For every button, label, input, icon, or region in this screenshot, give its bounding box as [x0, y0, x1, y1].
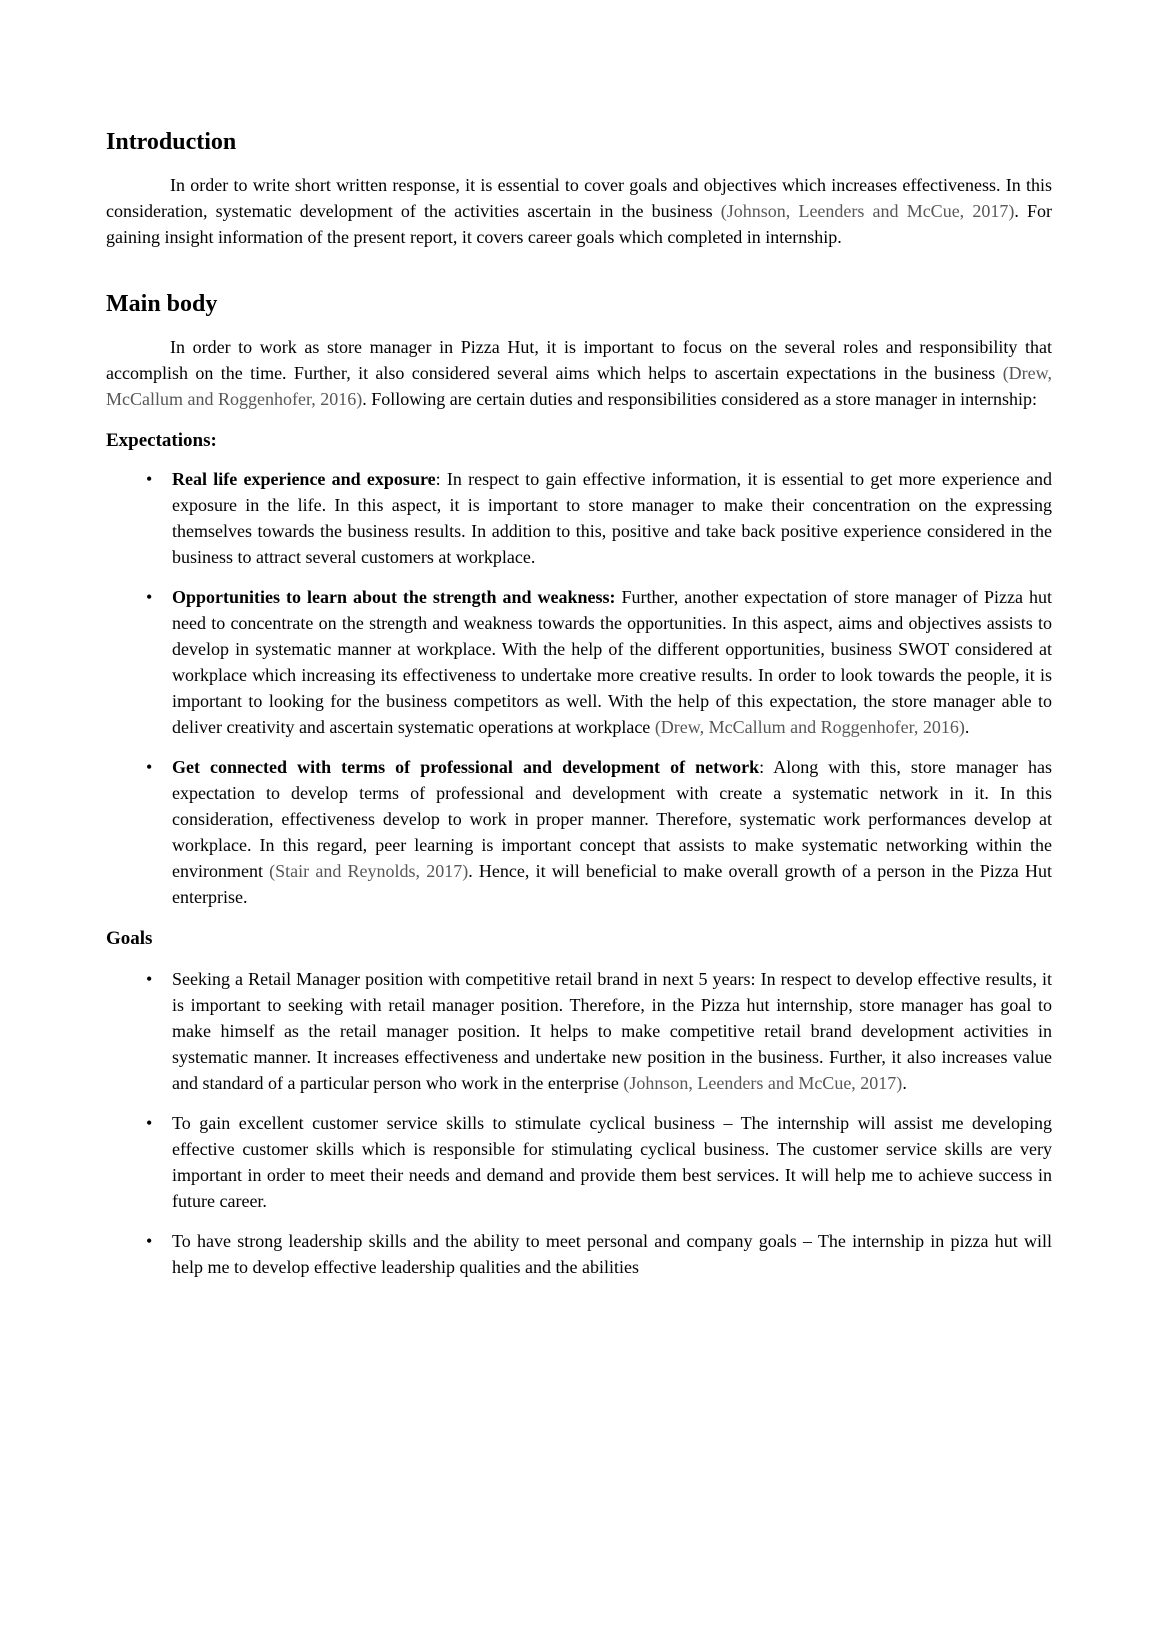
list-item-text	[172, 1110, 1052, 1214]
citation-text: (Johnson, Leenders and McCue, 2017)	[720, 201, 1015, 221]
bullet-icon: •	[146, 469, 153, 489]
list-item-text	[172, 466, 1052, 570]
body-text: . Hence, it will beneficial to make overall growth of a person in the Pizza Hut enterprise.	[172, 861, 1052, 907]
body-text: . Following are certain duties and responsibilities considered as a store manager in internship:	[362, 389, 1038, 409]
heading-goals: Goals	[106, 928, 153, 949]
body-text: .	[964, 717, 970, 737]
introduction-paragraph	[106, 172, 1052, 250]
citation-text: (Johnson, Leenders and McCue, 2017)	[623, 1073, 903, 1093]
bold-lead-text: Get connected with terms of professional and development of network	[172, 757, 760, 777]
citation-text: (Drew, McCallum and Roggenhofer, 2016)	[106, 363, 1052, 409]
expectation-item-3	[106, 754, 1052, 910]
body-text: .	[902, 1073, 907, 1093]
goal-item-1	[106, 966, 1052, 1096]
heading-main-body: Main body	[106, 291, 218, 317]
body-text: In order to write short written response, it is essential to cover goals and objectives which increases effectiveness. In this consideration, systematic development of the activities ascertain in the business	[106, 175, 1052, 221]
list-item-text	[172, 1228, 1052, 1280]
heading-introduction: Introduction	[106, 129, 237, 155]
list-item-text	[172, 754, 1052, 910]
bold-lead-text: Opportunities to learn about the strength and weakness:	[172, 587, 616, 607]
body-text: To gain excellent customer service skills to stimulate cyclical business – The internship will assist me developing effective customer skills which is responsible for stimulating cyclical business. The customer service skills are very important in order to meet their needs and demand and provide them best services. It will help me to achieve success in future career.	[172, 1113, 1052, 1211]
bullet-icon: •	[146, 1113, 153, 1133]
bullet-icon: •	[146, 757, 153, 777]
body-text: : Along with this, store manager has expectation to develop terms of professional and development with create a systematic network in it. In this consideration, effectiveness develop to work in proper manner. Therefore, systematic work performances develop at workplace. In this regard, peer learning is important concept that assists to make systematic networking within the environment	[172, 757, 1052, 881]
bullet-icon: •	[146, 969, 153, 989]
expectation-item-2	[106, 584, 1052, 740]
bullet-icon: •	[146, 587, 153, 607]
body-text: Further, another expectation of store manager of Pizza hut need to concentrate on the strength and weakness towards the opportunities. In this aspect, aims and objectives assists to develop in systematic manner at workplace. With the help of the different opportunities, business SWOT considered at workplace which increasing its effectiveness to undertake more creative results. In order to look towards the people, it is important to looking for the business competitors as well. With the help of this expectation, the store manager able to deliver creativity and ascertain systematic operations at workplace	[172, 587, 1052, 737]
goal-item-2	[106, 1110, 1052, 1214]
citation-text: (Drew, McCallum and Roggenhofer, 2016)	[654, 717, 965, 737]
bold-lead-text: Real life experience and exposure	[172, 469, 436, 489]
bullet-icon: •	[146, 1231, 153, 1251]
goal-item-3	[106, 1228, 1052, 1280]
citation-text: (Stair and Reynolds, 2017)	[269, 861, 469, 881]
list-item-text	[172, 966, 1052, 1096]
body-text: In order to work as store manager in Pizza Hut, it is important to focus on the several roles and responsibility that accomplish on the time. Further, it also considered several aims which helps to ascertain expectations in the business	[106, 337, 1052, 383]
expectation-item-1	[106, 466, 1052, 570]
main-body-paragraph	[106, 334, 1052, 412]
heading-expectations: Expectations:	[106, 430, 217, 451]
list-item-text	[172, 584, 1052, 740]
body-text: . For gaining insight information of the present report, it covers career goals which completed in internship.	[106, 201, 1052, 247]
body-text: : In respect to gain effective information, it is essential to get more experience and exposure in the life. In this aspect, it is important to store manager to make their concentration on the expressing themselves towards the business results. In addition to this, positive and take back positive experience considered in the business to attract several customers at workplace.	[172, 469, 1053, 567]
body-text: To have strong leadership skills and the ability to meet personal and company goals – The internship in pizza hut will help me to develop effective leadership qualities and the abilities	[172, 1231, 1052, 1277]
body-text: Seeking a Retail Manager position with competitive retail brand in next 5 years: In respect to develop effective results, it is important to seeking with retail manager position. Therefore, in the Pizza hut internship, store manager has goal to make himself as the retail manager position. It helps to make competitive retail brand development activities in systematic manner. It increases effectiveness and undertake new position in the business. Further, it also increases value and standard of a particular person who work in the enterprise	[172, 969, 1052, 1093]
